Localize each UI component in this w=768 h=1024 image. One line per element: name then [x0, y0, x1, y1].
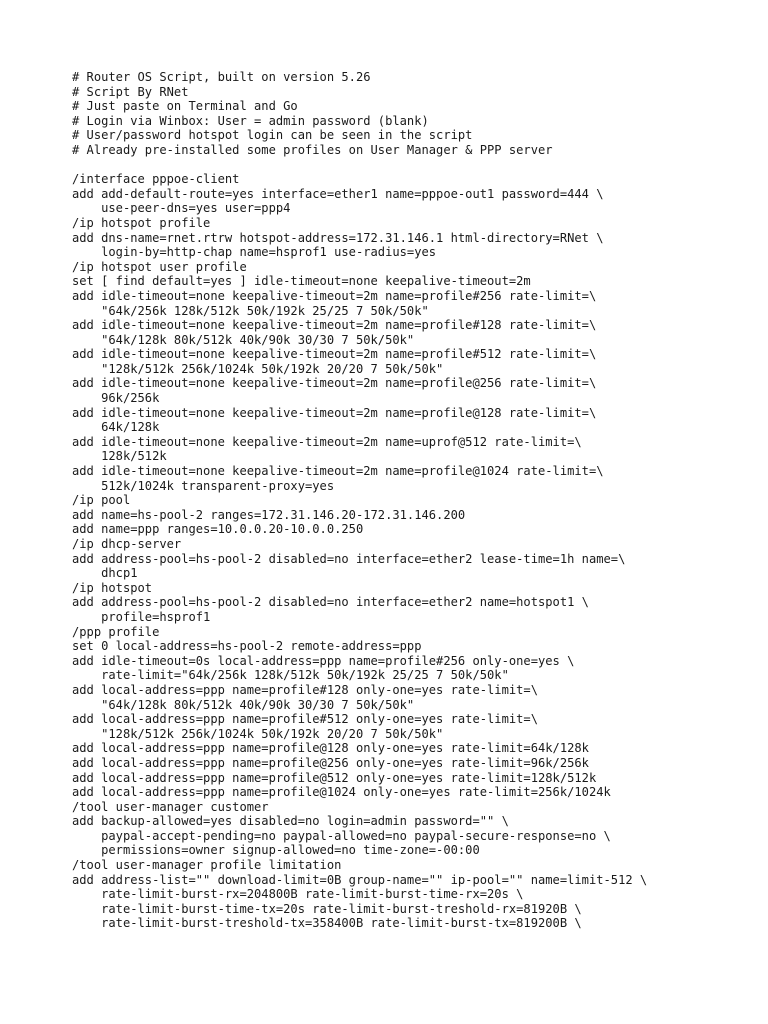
script-line: "128k/512k 256k/1024k 50k/192k 20/20 7 50k/50k": [72, 361, 444, 376]
script-line: dhcp1: [72, 566, 138, 581]
script-line: add idle-timeout=none keepalive-timeout=2m name=profile@1024 rate-limit=\: [72, 464, 604, 479]
script-line: # User/password hotspot login can be seen in the script: [72, 128, 473, 143]
script-line: rate-limit-burst-rx=204800B rate-limit-burst-time-rx=20s \: [72, 887, 524, 902]
script-line: 512k/1024k transparent-proxy=yes: [72, 478, 335, 493]
script-line: add idle-timeout=none keepalive-timeout=2m name=profile#128 rate-limit=\: [72, 318, 597, 333]
script-line: use-peer-dns=yes user=ppp4: [72, 201, 291, 216]
script-line: /ip hotspot user profile: [72, 259, 247, 274]
script-line: add idle-timeout=none keepalive-timeout=2m name=uprof@512 rate-limit=\: [72, 434, 582, 449]
script-line: # Script By RNet: [72, 84, 189, 99]
script-line: paypal-accept-pending=no paypal-allowed=no paypal-secure-response=no \: [72, 828, 611, 843]
script-line: add name=hs-pool-2 ranges=172.31.146.20-172.31.146.200: [72, 507, 466, 522]
script-line: add local-address=ppp name=profile#128 only-one=yes rate-limit=\: [72, 682, 538, 697]
script-line: 96k/256k: [72, 391, 160, 406]
script-line: add idle-timeout=none keepalive-timeout=2m name=profile#256 rate-limit=\: [72, 288, 597, 303]
script-line: /ip dhcp-server: [72, 537, 182, 551]
script-line: /ppp profile: [72, 624, 160, 639]
script-line: # Login via Winbox: User = admin password (blank): [72, 113, 429, 128]
script-line: [72, 158, 762, 173]
script-line: /ip hotspot profile: [72, 215, 211, 230]
script-line: 64k/128k: [72, 420, 160, 435]
script-line: add dns-name=rnet.rtrw hotspot-address=172.31.146.1 html-directory=RNet \: [72, 230, 604, 245]
script-line: set [ find default=yes ] idle-timeout=none keepalive-timeout=2m: [72, 274, 531, 289]
script-line: "64k/128k 80k/512k 40k/90k 30/30 7 50k/50k": [72, 332, 415, 347]
script-line: add local-address=ppp name=profile@1024 only-one=yes rate-limit=256k/1024k: [72, 785, 611, 800]
script-line: add idle-timeout=none keepalive-timeout=2m name=profile@256 rate-limit=\: [72, 376, 597, 391]
script-line: add idle-timeout=none keepalive-timeout=2m name=profile#512 rate-limit=\: [72, 347, 597, 362]
script-line: profile=hsprof1: [72, 609, 211, 624]
script-line: /tool user-manager customer: [72, 799, 269, 814]
script-line: add local-address=ppp name=profile@256 only-one=yes rate-limit=96k/256k: [72, 755, 589, 770]
script-line: # Router OS Script, built on version 5.26: [72, 70, 371, 84]
script-line: 128k/512k: [72, 449, 167, 464]
script-line: add name=ppp ranges=10.0.0.20-10.0.0.250: [72, 522, 364, 537]
script-line: add local-address=ppp name=profile@512 only-one=yes rate-limit=128k/512k: [72, 770, 597, 785]
script-line: login-by=http-chap name=hsprof1 use-radius=yes: [72, 245, 437, 260]
script-line: /ip pool: [72, 493, 131, 508]
script-line: add address-pool=hs-pool-2 disabled=no interface=ether2 name=hotspot1 \: [72, 595, 589, 610]
script-line: add local-address=ppp name=profile@128 only-one=yes rate-limit=64k/128k: [72, 741, 589, 756]
script-line: # Already pre-installed some profiles on User Manager & PPP server: [72, 142, 553, 157]
script-line: add address-list="" download-limit=0B group-name="" ip-pool="" name=limit-512 \: [72, 872, 648, 887]
script-line: rate-limit-burst-time-tx=20s rate-limit-burst-treshold-rx=81920B \: [72, 901, 582, 916]
script-line: /ip hotspot: [72, 580, 153, 595]
script-line: "128k/512k 256k/1024k 50k/192k 20/20 7 50k/50k": [72, 726, 444, 741]
script-line: set 0 local-address=hs-pool-2 remote-address=ppp: [72, 639, 422, 654]
script-line: add idle-timeout=none keepalive-timeout=2m name=profile@128 rate-limit=\: [72, 405, 597, 420]
script-line: /interface pppoe-client: [72, 172, 240, 187]
script-line: # Just paste on Terminal and Go: [72, 99, 298, 114]
script-line: add add-default-route=yes interface=ether1 name=pppoe-out1 password=444 \: [72, 186, 604, 201]
script-line: permissions=owner signup-allowed=no time-zone=-00:00: [72, 843, 480, 858]
script-line: "64k/128k 80k/512k 40k/90k 30/30 7 50k/50k": [72, 697, 415, 712]
script-line: add address-pool=hs-pool-2 disabled=no interface=ether2 lease-time=1h name=\: [72, 551, 626, 566]
script-line: add backup-allowed=yes disabled=no login=admin password="" \: [72, 814, 509, 829]
script-line: "64k/256k 128k/512k 50k/192k 25/25 7 50k/50k": [72, 303, 429, 318]
script-line: rate-limit-burst-treshold-tx=358400B rate-limit-burst-tx=819200B \: [72, 916, 582, 931]
script-line: add local-address=ppp name=profile#512 only-one=yes rate-limit=\: [72, 712, 538, 727]
script-line: /tool user-manager profile limitation: [72, 858, 342, 873]
script-line: add idle-timeout=0s local-address=ppp name=profile#256 only-one=yes \: [72, 653, 575, 668]
script-line: rate-limit="64k/256k 128k/512k 50k/192k 25/25 7 50k/50k": [72, 668, 509, 683]
script-document: [72, 70, 762, 931]
